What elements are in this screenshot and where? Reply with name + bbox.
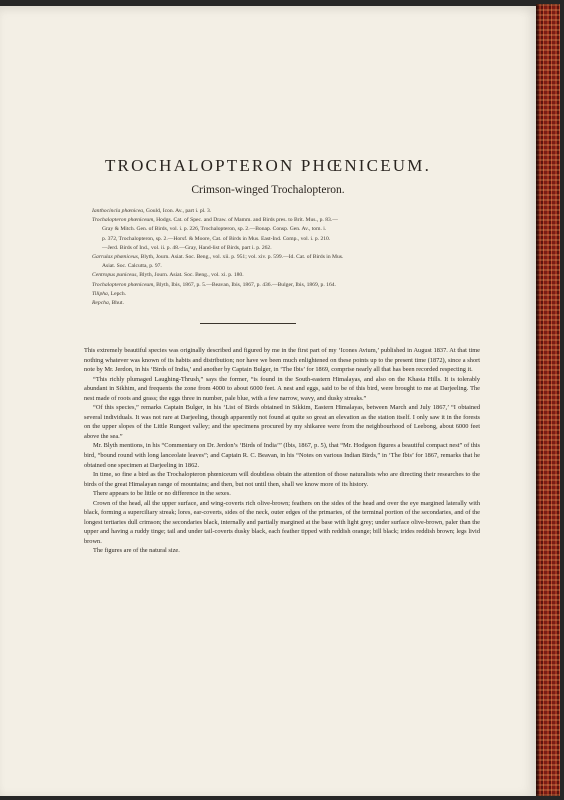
body-paragraph: This extremely beautiful species was originally described and figured by me in the first part of my ‘Icones Avium,’ published in August 1837. At that time nothing whatever was known of its habits and distribution; nor have we been much enlightened on these points up to the present time (1872), since a short note by Mr. Jerdon, in his ‘Birds of India,’ and another by Captain Bulger, in ‘The Ibis’ for 1869, comprise nearly all that has been recorded respecting it. [84,347,480,374]
body-paragraph: “This richly plumaged Laughing-Thrush,” says the former, “is found in the South-eastern Himalayas, and also on the Khasia Hills. It is tolerably abundant in Sikhim, and frequents the zone from 4000 to about 6000 feet. A nest and eggs, said to be of this bird, were brought to me at Darjeeling. The nest made of roots and grass; the eggs three in number, pale blue, with a few narrow, wavy, and dusky streaks.” [84,375,480,402]
book-page [0,6,536,796]
synonym-name: Garrulax phœniceus, [92,254,140,261]
synonymy-entry [92,281,464,290]
synonymy-entry [92,216,464,225]
synonym-reference: —Jerd. Birds of Ind., vol. ii. p. 48.—Gray, Hand-list of Birds, part i. p. 262. [102,244,272,251]
common-name-subtitle: Crimson-winged Trochalopteron. [191,184,345,196]
body-text [84,346,480,556]
body-paragraph: Crown of the head, all the upper surface, and wing-coverts rich olive-brown; feathers on the sides of the head and over the eye margined laterally with black, forming a superciliary streak; lores, ear-coverts, sides of the neck, outer edges of the primaries, of the terminal portion of the secondaries, and of the longest tertiaries dull crimson; the secondaries black, internally and partially margined at the base with light grey; under surface olive-brown, paler than the upper and having a ruddy tinge; tail and under tail-coverts dusky black, each feather tipped with reddish orange; bill black; irides reddish brown; legs livid brown. [84,499,480,545]
synonymy-entry [92,244,464,253]
synonym-name: Ianthocincla phœnicea, [92,208,145,214]
synonym-name: Repcha, [92,300,111,307]
body-paragraph: Mr. Blyth mentions, in his “Commentary on Dr. Jerdon’s ‘Birds of India’” (Ibis, 1867, p. 5), that “Mr. Hodgson figures a beautiful compact nest” of this bird, “bound round with long lanceolate leaves”; and Captain R. C. Beavan, in his “Notes on various Indian Birds,” in ‘The Ibis’ for 1867, remarks that he obtained one specimen at Darjeeling in 1862. [84,442,480,469]
synonym-reference: Blyth, Ibis, 1867, p. 5.—Beavan, Ibis, 1867, p. 436.—Bulger, Ibis, 1869, p. 164. [156,281,336,288]
synonym-reference: Lepch. [110,290,127,297]
synonym-name: Trochalopteron phœniceum, [92,217,155,224]
synonymy-entry [92,290,464,299]
section-divider [200,323,296,324]
synonym-name: Tilipha, [92,290,110,297]
synonymy-entry [92,253,464,262]
synonym-reference: Hodgs. Cat. of Spec. and Draw. of Mamm. and Birds pres. to Brit. Mus., p. 83.— [156,217,338,224]
synonym-reference: Gould, Icon. Av., part i. pl. 3. [145,208,212,214]
synonymy-entry [92,225,464,234]
synonymy-entry [92,299,464,308]
synonymy-entry [92,271,464,280]
synonym-reference: Blyth, Journ. Asiat. Soc. Beng., vol. xii. p. 951; vol. xiv. p. 599.—Id. Cat. of Birds in Mus. [140,254,344,261]
synonym-reference: Bhut. [111,300,124,307]
body-paragraph: There appears to be little or no difference in the sexes. [93,490,231,498]
synonym-name: Centropus puniceus, [92,272,138,279]
synonymy-list [92,207,464,308]
synonymy-entry [92,207,464,216]
synonym-reference: p. 372, Trochalopteron, sp. 2.—Horsf. & Moore, Cat. of Birds in Mus. East-Ind. Comp., vol. i. p. 210. [102,235,331,242]
synonym-name: Trochalopteron phœniceum, [92,281,155,288]
species-title: TROCHALOPTERON PHŒNICEUM. [104,156,432,175]
body-paragraph: “Of this species,” remarks Captain Bulger, in his ‘List of Birds obtained in Sikkim, Eastern Himalayas, between March and July 1867,’ “I obtained several individuals. It was not rare at Darjeeling, though apparently not found at quite so great an elevation as the station itself. I only saw it in the forests on the upper slopes of the Little Rungeet valley; and the specimens procured by my shikaree were from the neighbourhood of Leebong, about 6000 feet above the sea.” [84,404,480,440]
synonymy-entry [92,235,464,244]
body-paragraph: In time, so fine a bird as the Trochalopteron phœniceum will doubtless obtain the attention of those naturalists who are directing their researches to the birds of the great Himalayan range of mountains; and then, but not until then, shall we know more of its history. [84,471,480,488]
synonymy-entry [92,262,464,271]
synonym-reference: Asiat. Soc. Calcutta, p. 97. [102,263,162,270]
page-gutter-shadow [536,4,540,796]
synonym-reference: Blyth, Journ. Asiat. Soc. Beng., vol. xi. p. 180. [139,272,244,279]
synonym-reference: Gray & Mitch. Gen. of Birds, vol. i. p. 226, Trochalopteron, sp. 2.—Bonap. Consp. Gen. Av., tom. i. [102,226,327,233]
body-paragraph: The figures are of the natural size. [93,547,180,555]
